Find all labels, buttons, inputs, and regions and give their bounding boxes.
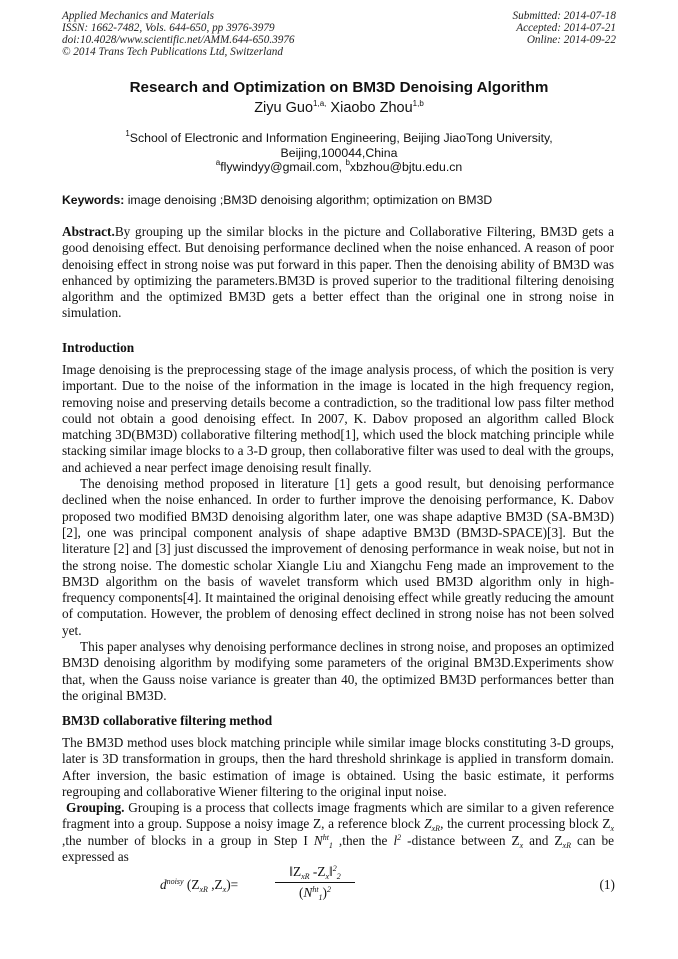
- grouping-label: Grouping.: [66, 800, 125, 816]
- affiliation: [0, 131, 678, 175]
- online-date: Online: 2014-09-22: [526, 34, 616, 46]
- equation-numerator: $‖Z_{xR}$ $-Z_x‖^2_2$: [275, 864, 355, 883]
- grouping-text: ,the number of blocks in a group in Step I: [62, 832, 314, 848]
- submitted-date: Submitted: 2014-07-18: [512, 10, 616, 22]
- grouping-text: -distance between: [401, 832, 512, 848]
- keywords-text: image denoising ;BM3D denoising algorithm; optimization on BM3D: [127, 193, 493, 207]
- intro-paragraph-3: This paper analyses why denoising performance declines in strong noise, and proposes an optimized BM3D denoising algorithm by modifying some parameters of the original BM3D.Experiments show that, when the Gauss noise variance is greater than 40, the optimized BM3D performances better than the original BM3D.: [62, 639, 614, 703]
- paper-title: Research and Optimization on BM3D Denoising Algorithm: [129, 79, 549, 96]
- grouping-text: , the current processing block: [440, 816, 603, 832]
- affiliation-line-2: Beijing,100044,China: [280, 145, 398, 160]
- journal-name: Applied Mechanics and Materials: [62, 10, 214, 22]
- keywords: [62, 193, 622, 207]
- bm3d-paragraph: The BM3D method uses block matching principle while similar image blocks constituting 3-D groups, later is 3D transformation in groups, then the hard threshold shrinkage is applied in transform domain. After inversion, the basic estimation of image is obtained. Using the basic estimate, it performs regrouping and collaborative Wiener filtering to the original input noise.: [62, 735, 614, 799]
- math-Z-xR: $Z_{xR}$: [424, 816, 441, 834]
- abstract-text: By grouping up the similar blocks in the picture and Collaborative Filtering, BM3D gets a good denoising effect. But denoising performance declined when the noise enhanced. A reason of poor denoising effect in strong noise was put forward in this paper. Then the denoising ability of BM3D was enhanced by optimizing the parameters.BM3D is proved superior to the traditional filtering denoising algorithm and the optimized BM3D gets a better effect than the original one in strong noise in simulation.: [62, 224, 614, 321]
- abstract-label: Abstract.: [62, 224, 115, 239]
- equation-lhs: $d^{noisy}$ ($Z_{xR}$ $,Z_x)=$: [160, 877, 239, 894]
- math-Z-x: $Z_x$: [602, 816, 614, 834]
- grouping-text: and: [523, 832, 555, 848]
- journal-info: [62, 10, 295, 58]
- section-heading-bm3d: BM3D collaborative filtering method: [62, 713, 273, 728]
- author-affil-mark: 1,a,: [313, 99, 327, 108]
- journal-copyright: © 2014 Trans Tech Publications Ltd, Switzerland: [62, 46, 283, 58]
- email-link-b[interactable]: xbzhou@bjtu.edu.cn: [349, 160, 463, 174]
- math-Z-x: $Z_x$: [511, 832, 524, 850]
- grouping-text: ,then the: [332, 832, 394, 848]
- grouping-text: Grouping is a process that collects image fragments which are similar to a given reference fragment into a group. Suppose a noisy image Z, a reference block: [62, 800, 614, 832]
- equation-denominator: $(N^{ht}_1)^2$: [299, 885, 331, 902]
- author-name: Ziyu Guo: [254, 100, 314, 116]
- author-affil-mark: 1,b: [412, 99, 424, 108]
- section-heading-introduction: Introduction: [62, 340, 135, 355]
- abstract: [62, 224, 614, 322]
- submission-dates: [513, 10, 616, 46]
- equation-fraction: [275, 864, 355, 901]
- author-name: Xiaobo Zhou: [330, 100, 413, 116]
- author-list: [0, 100, 678, 116]
- equation-1: [160, 864, 615, 914]
- journal-doi: doi:10.4028/www.scientific.net/AMM.644-650.3976: [62, 34, 295, 46]
- author-emails: [0, 160, 678, 175]
- math-l2: $l^2$: [393, 832, 402, 848]
- bm3d-body: [62, 735, 614, 865]
- email-mark: a: [215, 158, 221, 167]
- email-mark: b: [345, 158, 350, 167]
- math-Z-xR: $Z_{xR}$: [554, 832, 571, 850]
- math-N1-ht: $N^{ht}_1$: [313, 832, 333, 850]
- affiliation-line-1: School of Electronic and Information Engineering, Beijing JiaoTong University,: [129, 131, 553, 145]
- grouping-text: can be expressed as: [62, 832, 615, 865]
- grouping-paragraph: [62, 800, 614, 865]
- email-link-a[interactable]: flywindyy@gmail.com,: [220, 160, 343, 174]
- intro-paragraph-1: Image denoising is the preprocessing stage of the image analysis process, of which the position is very important. Due to the noise of the information in the image is located in the high frequency region, removing noise and preserving details become a contradiction, so the traditional low pass filter method could not obtain a good denoising effect. In 2007, K. Dabov proposed an algorithm called Block matching 3D(BM3D) collaborative filtering method[1], which used the block matching principle while stacking similar image blocks to a 3-D group, then collaborative filter was used to deal with the groups, and achieved a near perfect image denoising result finally.: [62, 362, 614, 475]
- accepted-date: Accepted: 2014-07-21: [516, 22, 616, 34]
- keywords-label: Keywords:: [62, 193, 125, 207]
- introduction-body: [62, 362, 614, 704]
- intro-paragraph-2: The denoising method proposed in literature [1] gets a good result, but denoising performance declined when the noise enhanced. In order to further improve the denoising performance, K. Dabov proposed two modified BM3D denoising algorithm later, one was shape adaptive BM3D (SA-BM3D)[2], one was principal component analysis of shape adaptive BM3D (BM3D-SPACE)[3]. But the literature [2] and [3] just discussed the improvement of denosing performance in weak noise, but not in the strong noise. The domestic scholar Xiangle Liu and Xiangchu Feng made an improvement to the BM3D algorithm on the basis of wavelet transform which used BM3D algorithm only in high-frequency components[4]. It maintained the original denoising effect while greatly reducing the amount of computation. However, the problem of denosing effect declined in strong noise has not been solved yet.: [62, 476, 614, 638]
- journal-issn: ISSN: 1662-7482, Vols. 644-650, pp 3976-3979: [62, 22, 275, 34]
- equation-number: (1): [599, 877, 615, 892]
- affil-mark: 1: [125, 129, 130, 138]
